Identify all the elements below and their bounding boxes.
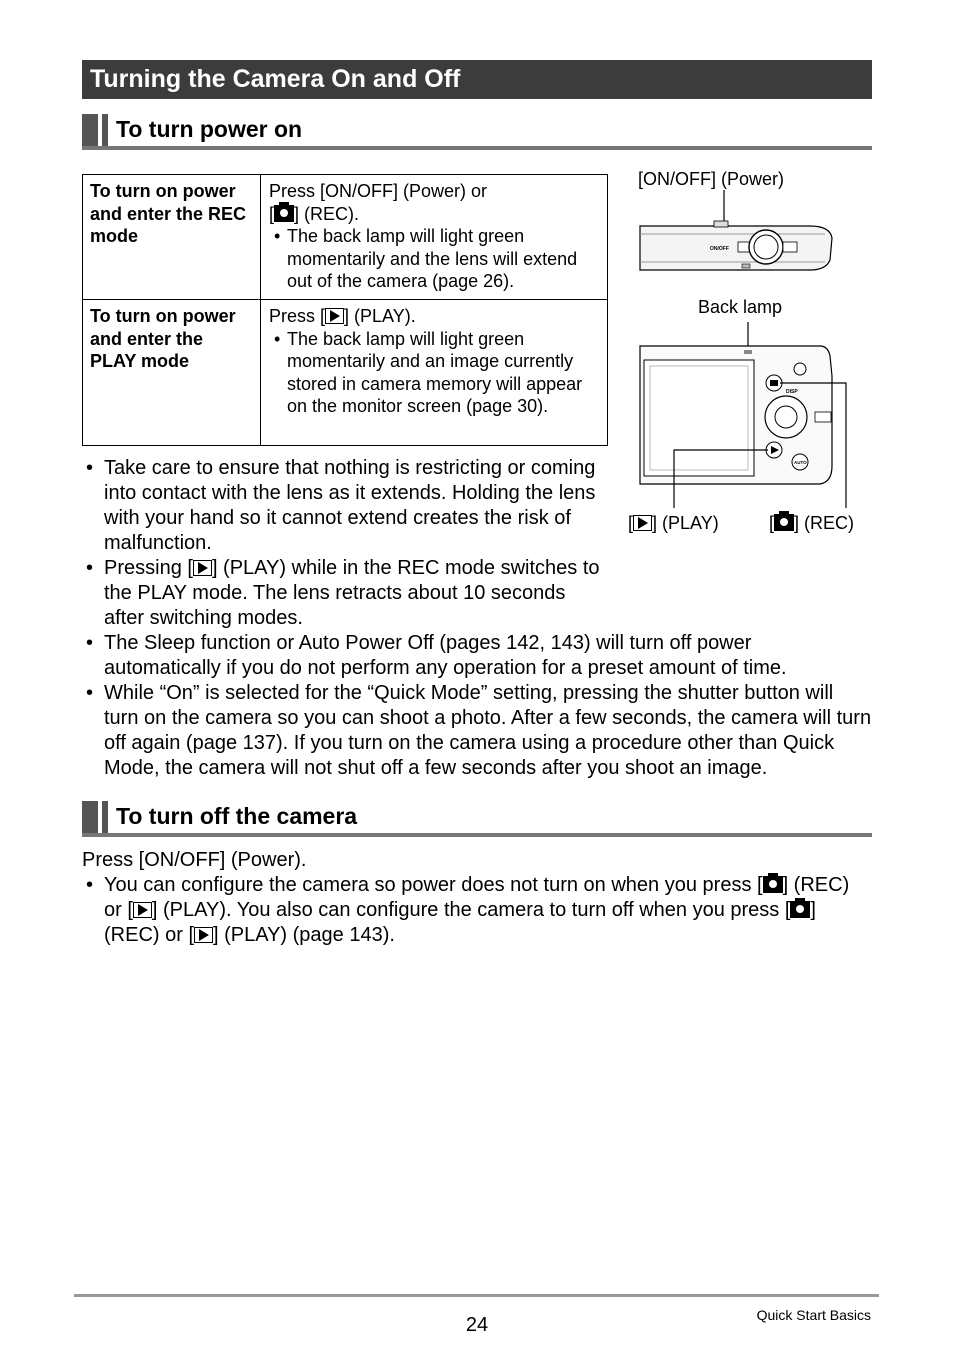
table-cell-action: [261, 300, 608, 446]
bullet-item: • Take care to ensure that nothing is restricting or coming into contact with the lens as it extends. Holding the lens with your hand so it cannot extend creates the risk of malfunction.: [82, 456, 610, 556]
play-icon: [193, 560, 212, 576]
back-lamp-label: Back lamp: [698, 297, 783, 317]
section-heading-text: To turn off the camera: [116, 803, 358, 829]
bullet: • The back lamp will light green momentarily and the lens will extend out of the camera (page 26).: [269, 225, 603, 293]
camera-icon: [790, 901, 810, 918]
press-line: [ ] (REC).: [269, 203, 360, 224]
play-button-label: [ ] (PLAY): [628, 513, 719, 533]
paragraph: Press [ON/OFF] (Power).: [82, 849, 307, 871]
rec-button-label: [ ] (REC): [769, 513, 855, 533]
table-cell-mode: To turn on power and enter the REC mode: [83, 175, 261, 300]
table-cell-action: [261, 175, 608, 300]
page-number: 24: [465, 1314, 489, 1336]
onoff-button-text: ON/OFF: [710, 246, 729, 252]
play-icon: [194, 927, 213, 943]
auto-text: AUTO: [794, 460, 807, 465]
press-line: Press [ ] (PLAY).: [269, 306, 416, 326]
section-heading-text: To turn power on: [116, 116, 303, 142]
footer-divider: [74, 1294, 879, 1297]
bullet: • The back lamp will light green momentarily and an image currently stored in camera memory will appear on the monitor screen (page 30).: [269, 328, 603, 418]
table-cell-mode: To turn on power and enter the PLAY mode: [83, 300, 261, 446]
footer-section-name: Quick Start Basics: [756, 1307, 871, 1323]
page-title: Turning the Camera On and Off: [82, 60, 872, 99]
bullet-item: • You can configure the camera so power does not turn on when you press [ ] (REC) or [ ] (PLAY). You also can configure the camera to turn off when you press [ ] (REC) or [ ] (PLAY) (page 143).: [82, 873, 872, 948]
table-row: [83, 300, 608, 446]
disp-text: DISP: [786, 389, 798, 395]
section-heading-power-off: [82, 801, 872, 837]
play-icon: [133, 902, 152, 918]
bullet-item: • The Sleep function or Auto Power Off (pages 142, 143) will turn off power automatically if you do not perform any operation for a preset amount of time.: [82, 631, 872, 681]
bullet-item: • While “On” is selected for the “Quick Mode” setting, pressing the shutter button will turn on the camera so you can shoot a photo. After a few seconds, the camera will turn off again (page 137). If you turn on the camera using a procedure other than Quick Mode, the camera will not shut off a few seconds after you shoot an image.: [82, 681, 872, 781]
table-row: [83, 175, 608, 300]
press-line: Press [ON/OFF] (Power) or: [269, 181, 488, 201]
camera-icon: [274, 205, 294, 222]
power-on-table: [82, 174, 608, 446]
camera-icon: [763, 876, 783, 893]
section-heading-power-on: [82, 114, 872, 150]
play-icon: [325, 308, 344, 324]
bullet-item: • Pressing [ ] (PLAY) while in the REC mode switches to the PLAY mode. The lens retracts about 10 seconds after switching modes.: [82, 556, 610, 631]
onoff-label: [ON/OFF] (Power): [638, 169, 785, 189]
camera-illustration: [630, 190, 860, 520]
